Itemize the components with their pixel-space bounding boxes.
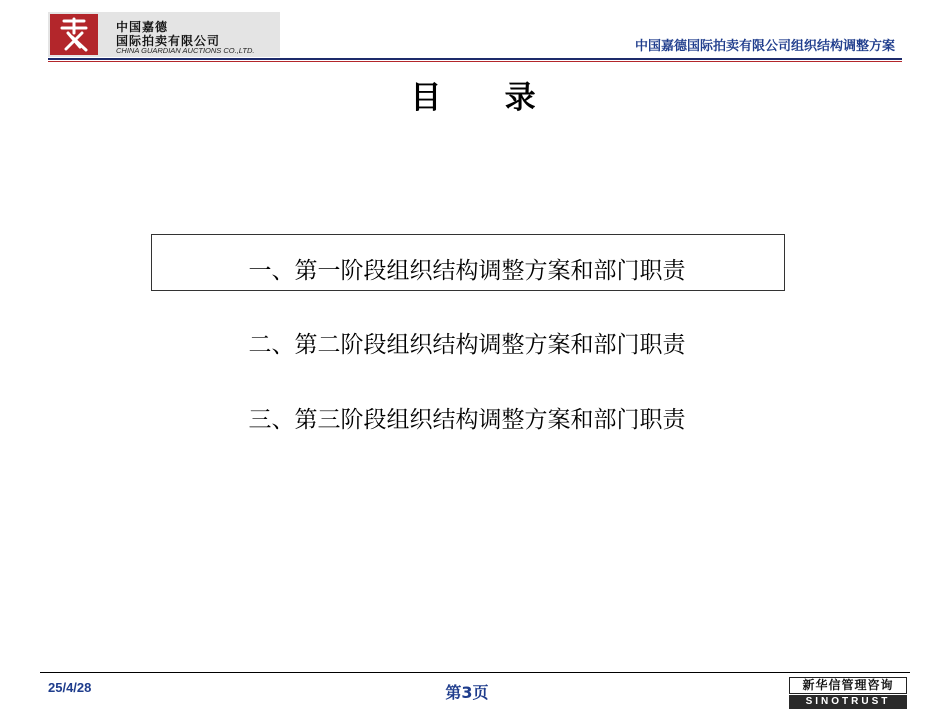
consultant-logo	[789, 677, 907, 709]
logo-chinese-name: 中国嘉德	[116, 20, 169, 34]
toc-item-3[interactable]: 三、第三阶段组织结构调整方案和部门职责	[248, 407, 686, 433]
company-logo	[48, 12, 280, 57]
seal-logo-icon	[50, 14, 98, 55]
page-title: 目 录	[410, 80, 540, 116]
logo-chinese-subtitle: 国际拍卖有限公司	[116, 34, 221, 48]
header-divider	[48, 58, 902, 60]
toc-item-2[interactable]: 二、第二阶段组织结构调整方案和部门职责	[248, 332, 686, 358]
footer-date: 25/4/28	[48, 680, 92, 695]
document-title: 中国嘉德国际拍卖有限公司组织结构调整方案	[634, 39, 895, 54]
consultant-english-name: SINOTRUST	[789, 695, 907, 709]
page-number: 第3页	[445, 683, 489, 702]
header-divider-accent	[48, 61, 902, 62]
toc-item-1[interactable]: 一、第一阶段组织结构调整方案和部门职责	[248, 258, 686, 284]
logo-english-name: CHINA GUARDIAN AUCTIONS CO.,LTD.	[116, 46, 255, 55]
footer-divider	[40, 672, 910, 673]
consultant-chinese-name: 新华信管理咨询	[789, 677, 907, 694]
